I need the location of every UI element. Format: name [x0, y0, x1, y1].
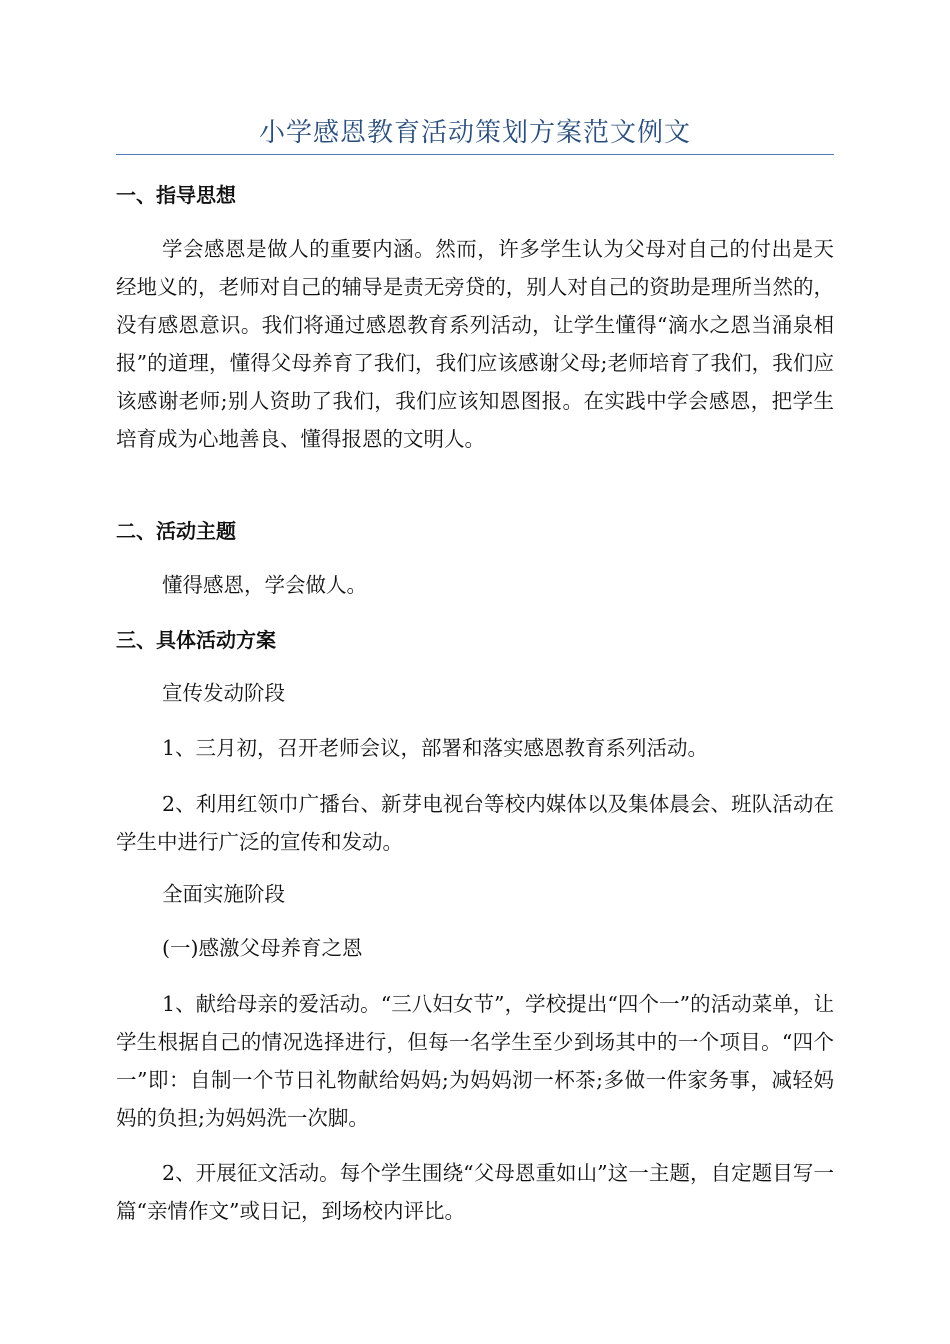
document-title: 小学感恩教育活动策划方案范文例文 — [258, 118, 691, 148]
stage-heading-publicity: 宣传发动阶段 — [162, 681, 285, 705]
document-page — [116, 0, 834, 1344]
subsection-heading-parents: (一)感激父母养育之恩 — [162, 936, 363, 960]
theme-paragraph: 懂得感恩，学会做人。 — [162, 573, 367, 597]
stage-heading-implementation: 全面实施阶段 — [162, 882, 285, 906]
title-underline — [116, 154, 834, 155]
section-heading-plan: 三、具体活动方案 — [116, 628, 276, 652]
plan-item-2: 2、利用红领巾广播台、新芽电视台等校内媒体以及集体晨会、班队活动在学生中进行广泛的宣传和发动。 — [116, 792, 834, 854]
guiding-thought-paragraph: 学会感恩是做人的重要内涵。然而，许多学生认为父母对自己的付出是天经地义的，老师对自己的辅导是责无旁贷的，别人对自己的资助是理所当然的，没有感恩意识。我们将通过感恩教育系列活动，让学生懂得“滴水之恩当涌泉相报”的道理，懂得父母养育了我们，我们应该感谢父母;老师培育了我们，我们应该感谢老师;别人资助了我们，我们应该知恩图报。在实践中学会感恩，把学生培育成为心地善良、懂得报恩的文明人。 — [116, 237, 834, 451]
plan-item-3: 1、献给母亲的爱活动。“三八妇女节”，学校提出“四个一”的活动菜单，让学生根据自己的情况选择进行，但每一名学生至少到场其中的一个项目。“四个一”即：自制一个节日礼物献给妈妈;为妈妈沏一杯茶;多做一件家务事，减轻妈妈的负担;为妈妈洗一次脚。 — [116, 992, 834, 1130]
section-heading-guiding-thought: 一、指导思想 — [116, 183, 236, 207]
section-heading-theme: 二、活动主题 — [116, 519, 236, 543]
plan-item-4: 2、开展征文活动。每个学生围绕“父母恩重如山”这一主题，自定题目写一篇“亲情作文”或日记，到场校内评比。 — [116, 1161, 834, 1223]
plan-item-1: 1、三月初，召开老师会议，部署和落实感恩教育系列活动。 — [162, 736, 709, 760]
